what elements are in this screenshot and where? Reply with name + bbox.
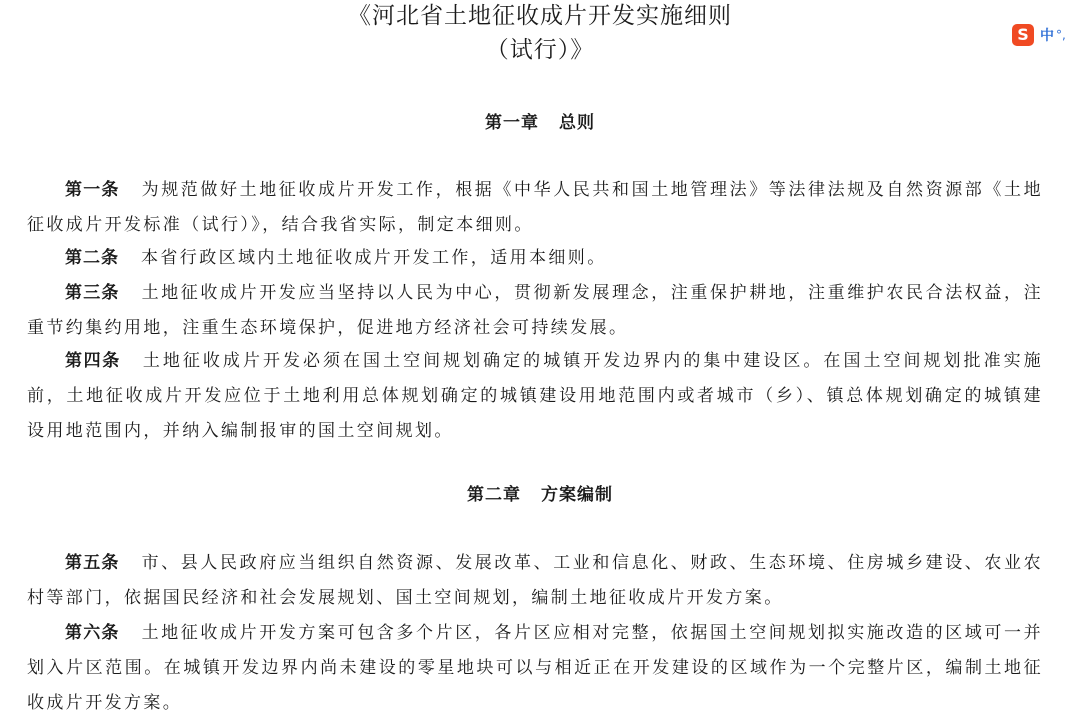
article-label: 第四条 (65, 351, 121, 371)
chapter-number: 第二章 (467, 485, 521, 505)
chapter-name: 方案编制 (541, 485, 613, 505)
article-paragraph (27, 241, 1043, 276)
article-text: 土地征收成片开发方案可包含多个片区，各片区应相对完整，依据国土空间规划拟实施改造的区域可一并划入片区范围。在城镇开发边界内尚未建设的零星地块可以与相近正在开发建设的区域作为一个完整片区，编制土地征收成片开发方案。 (27, 623, 1044, 713)
chapter-name: 总则 (559, 113, 595, 133)
article-text: 本省行政区域内土地征收成片开发工作，适用本细则。 (141, 248, 607, 268)
article-paragraph (27, 344, 1043, 449)
article-text: 土地征收成片开发必须在国土空间规划确定的城镇开发边界内的集中建设区。在国土空间规划批准实施前，土地征收成片开发应位于土地利用总体规划确定的城镇建设用地范围内或者城市（乡）、镇总体规划确定的城镇建设用地范围内，并纳入编制报审的国土空间规划。 (27, 351, 1044, 441)
ime-punctuation-toggle[interactable]: °, (1056, 28, 1066, 42)
article-paragraph (27, 276, 1043, 346)
ime-status-widget[interactable] (1012, 23, 1080, 47)
chapter-heading (0, 111, 1080, 135)
chapter-number: 第一章 (485, 113, 539, 133)
article-label: 第一条 (65, 180, 120, 200)
article-paragraph (27, 546, 1043, 616)
chapter-heading (0, 483, 1080, 507)
article-label: 第六条 (65, 623, 120, 643)
article-paragraph (27, 616, 1043, 721)
article-text: 土地征收成片开发应当坚持以人民为中心，贯彻新发展理念，注重保护耕地，注重维护农民合法权益，注重节约集约用地，注重生态环境保护，促进地方经济社会可持续发展。 (27, 283, 1044, 338)
article-paragraph (27, 173, 1043, 243)
article-label: 第二条 (65, 248, 119, 268)
sogou-ime-icon[interactable]: S (1012, 24, 1034, 46)
document-title-note: （试行）》 (485, 37, 595, 63)
ime-mode-toggle[interactable]: 中 (1040, 28, 1054, 44)
article-label: 第三条 (65, 283, 120, 303)
article-label: 第五条 (65, 553, 120, 573)
document-title: 《河北省土地征收成片开发实施细则 (348, 3, 732, 29)
article-text: 市、县人民政府应当组织自然资源、发展改革、工业和信息化、财政、生态环境、住房城乡建设、农业农村等部门，依据国民经济和社会发展规划、国土空间规划，编制土地征收成片开发方案。 (27, 553, 1044, 608)
article-text: 为规范做好土地征收成片开发工作，根据《中华人民共和国土地管理法》等法律法规及自然资源部《土地征收成片开发标准（试行）》，结合我省实际，制定本细则。 (27, 180, 1044, 235)
